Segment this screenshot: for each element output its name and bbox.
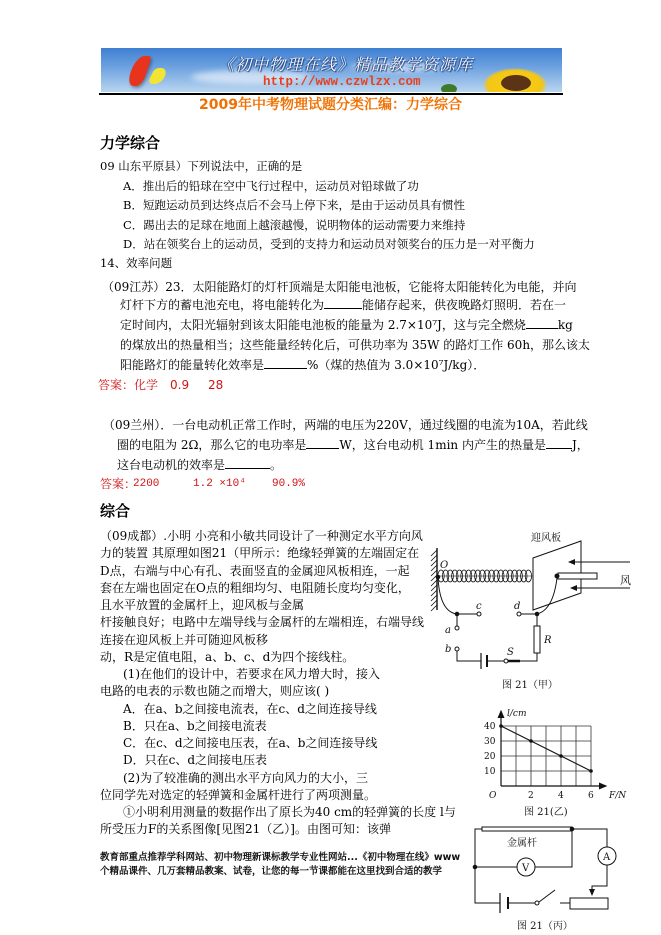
answer-value: 0.9 [170,378,190,392]
section-heading-mechanics: 力学综合 [100,134,161,152]
question-text: 灯杆下方的蓄电池充电，将电能转化为 [120,298,325,312]
wire [572,829,607,847]
question-part-1: (1)在他们的设计中，若要求在风力增大时，接入 [123,667,380,681]
option-a: A．在a、b之间接电流表，在c、d之间连接导线 [123,702,377,716]
terminal-a [455,626,459,630]
figure-21-b-graph [484,709,627,818]
option-d: D．站在领奖台上的运动员，受到的支持力和运动员对领奖台的压力是一对平衡力 [123,237,535,251]
question-line: 所受压力F的关系图像[见图21（乙）]。由图可知：该弹 [100,822,391,836]
board-contact [555,574,559,578]
switch-pivot [535,901,539,905]
wire [535,829,572,867]
x-tick-label: 4 [558,791,564,801]
y-tick-label: 10 [484,767,496,777]
y-tick-label: 20 [484,752,496,762]
option-d: D．只在c、d之间接电压表 [123,753,268,767]
wire [520,653,537,661]
answer-value: 化学 [134,378,159,392]
footer-line: 教育部重点推荐学科网站、初中物理新课标教学专业性网站...《初中物理在线》www [100,852,461,863]
metal-rod [482,827,572,831]
question-text: 这台电动机的效率是 [117,458,226,472]
question-line: 套在左端也固定在O点的粗细均匀、电阻随长度均匀变化， [100,581,410,595]
data-point [589,769,593,773]
answer-value: 28 [208,378,224,392]
question-text: W，这台电动机 1min 内产生的热量是 [339,438,546,452]
figure-21-c-circuit [473,827,616,913]
left-wire [438,578,457,614]
question-text: 圈的电阻为 2Ω，那么它的电功率是 [117,438,307,452]
ammeter-label: A [603,852,611,863]
terminal-c-label: c [476,601,482,612]
question-text: kg [557,318,573,332]
rheostat [570,898,608,909]
x-axis-label: F/N [609,791,627,801]
question-text: 定时间内，太阳光辐射到该太阳能电池板的能量为 2.7×10⁷J，这与完全燃烧 [120,318,526,332]
x-tick-label: 6 [588,791,594,801]
banner-url: http://www.czwlzx.com [263,75,421,89]
question-stem: 09 山东平原县）下列说法中，正确的是 [100,159,303,173]
figure-caption: 图 21（丙） [517,921,573,932]
origin-label: O [489,791,497,801]
terminal-d [517,612,521,616]
question-line: （09成都）.小明 小亮和小敏共同设计了一种测定水平方向风 [100,529,423,543]
question-line: ①小明利用测量的数据作出了原长为40 cm的轻弹簧的长度 l与 [123,805,456,819]
banner-site-name: 《初中物理在线》精品教学资源库 [218,55,474,74]
wire [475,829,500,903]
terminal-d-label: d [514,601,521,612]
question-line: 动，R是定值电阻，a、b、c、d为四个接线柱。 [100,650,355,664]
wind-label: 风 [620,574,631,587]
question-line: 连接在迎风板上并可随迎风板移 [100,633,269,647]
board-label: 迎风板 [531,533,561,544]
topic-label: 14、效率问题 [100,256,173,270]
y-tick-label: 40 [484,722,496,732]
figure-21-a-wind-device [431,541,630,669]
answer-prefix: 答案： [100,477,137,491]
question-line: 位同学先对选定的轻弹簧和金属杆进行了两项测量。 [100,788,377,802]
rod-label: 金属杆 [507,838,537,849]
option-c: C．踢出去的足球在地面上越滚越慢，说明物体的运动需要力来维持 [123,218,466,232]
y-axis-label: l/cm [507,709,527,719]
terminal-c [477,612,481,616]
resistor [534,626,540,653]
data-point [499,724,503,728]
option-b: B．只在a、b之间接电流表 [123,719,267,733]
switch-pivot [504,659,508,663]
switch-label: S [507,647,514,658]
question-line: 的煤放出的热量相当；这些能量经转化后，可供功率为 35W 的路灯工作 60h，那么该太 [120,338,591,352]
data-point [559,754,563,758]
question-line: D点，右端与中心有孔、表面竖直的金属迎风板相连，一起 [100,564,410,578]
page-title: 2009年中考物理试题分类汇编：力学综合 [199,97,462,113]
option-c: C．在c、d之间接电压表，在a、b之间连接导线 [123,736,378,750]
x-tick-label: 2 [528,791,534,801]
terminal-a-label: a [445,625,451,636]
answer-value: 90.9% [272,478,306,490]
data-point [529,739,533,743]
resistor-label: R [544,635,552,646]
figure-caption: 图 21(乙) [524,807,568,818]
rod-end [558,573,597,579]
answer-prefix: 答案： [98,378,135,392]
point-o-label: O [440,560,449,571]
figure-21-a-labels [440,531,631,691]
wire [457,651,481,661]
section-heading-general: 综合 [100,502,131,520]
answer-value: 1.2 ×10⁴ [193,478,246,490]
question-line: 电路的电表的示数也随之而增大，则应该( ) [100,684,330,698]
question-text: %（煤的热值为 3.0×10⁷J/kg）． [307,358,486,372]
voltmeter-label: V [522,863,530,874]
question-line: （09兰州）．一台电动机正常工作时，两端的电压为220V，通过线圈的电流为10A，若此线 [103,418,588,432]
option-a: A．推出后的铅球在空中飞行过程中，运动员对铅球做了功 [123,179,419,193]
terminal-b-label: b [445,644,452,655]
question-line: 杆接触良好；电路中左端导线与金属杆的左端相连，右端导线 [100,615,425,629]
y-tick-label: 30 [484,737,496,747]
answer-value: 2200 [133,478,160,490]
question-line: （09江苏）23．太阳能路灯的灯杆顶端是太阳能电池板，它能将太阳能转化为电能，并向 [102,280,577,294]
question-text: 阳能路灯的能量转化效率是 [120,358,265,372]
option-b: B．短跑运动员到达终点后不会马上停下来，是由于运动员具有惯性 [123,198,465,212]
switch-blade [539,890,555,902]
question-line: 力的装置 其原理如图21（甲所示：绝缘轻弹簧的左端固定在 [100,546,420,560]
question-line: 且水平放置的金属杆上，迎风板与金属 [100,598,305,612]
question-text: J， [571,438,589,452]
figure-caption: 图 21（甲） [502,680,558,691]
question-text: 能储存起来，供夜晚路灯照明．若在一 [362,298,567,312]
figure-21-c-labels [507,836,611,932]
slider-arrow [592,865,607,895]
footer-line: 个精品课件、几万套精品教案、试卷，让您的每一节课都能在这里找到合适的教学 [100,866,443,877]
graph-grid [501,726,591,786]
question-text: 。 [270,458,283,472]
terminal-b [455,647,459,651]
wall-hatching [431,550,437,611]
question-part-2: (2)为了较准确的测出水平方向风力的大小，三 [123,771,368,785]
